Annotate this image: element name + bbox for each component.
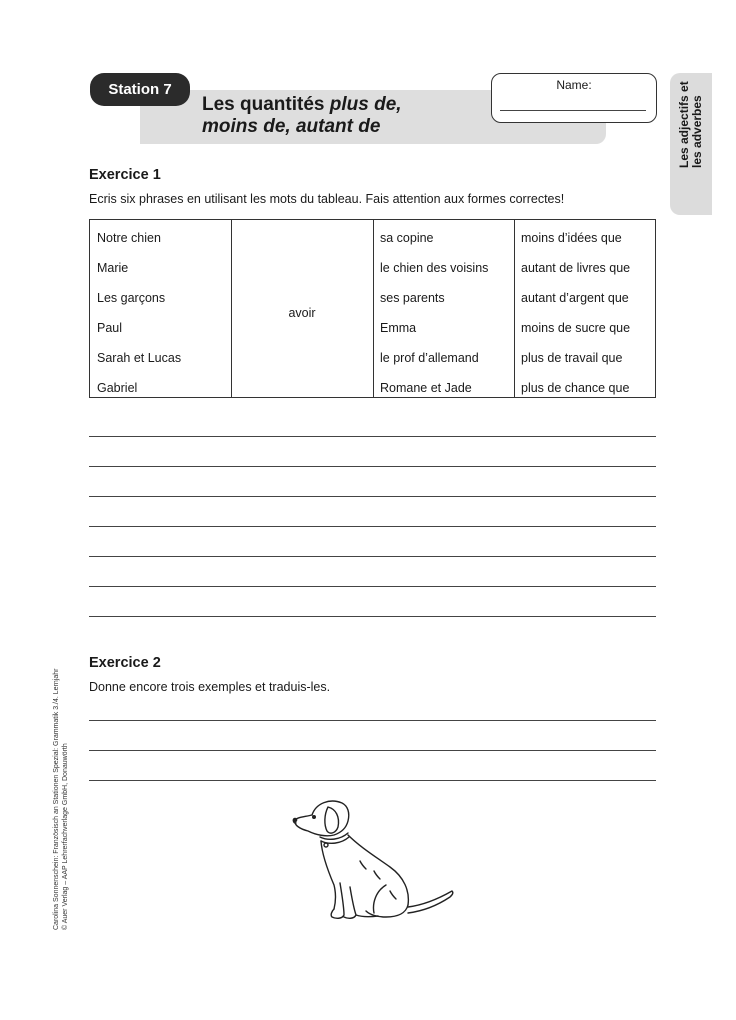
subject-cell: Gabriel <box>97 381 138 395</box>
writing-line[interactable] <box>89 720 656 721</box>
subject-cell: Les garçons <box>97 291 166 305</box>
exercise-2-heading: Exercice 2 <box>89 655 161 671</box>
exercise-1-heading: Exercice 1 <box>89 167 161 183</box>
table-divider <box>514 220 515 397</box>
object-cell: sa copine <box>380 231 434 245</box>
side-tab-line-2: les adverbes <box>690 95 704 168</box>
subject-cell: Sarah et Lucas <box>97 351 182 365</box>
quantity-cell: autant d’argent que <box>521 291 629 305</box>
title-normal: Les quantités <box>202 94 330 115</box>
table-divider <box>373 220 374 397</box>
credit-line-2: © Auer Verlag – AAP Lehrerfachverlage GmbH, Donauwörth <box>62 743 69 930</box>
object-cell: le prof d’allemand <box>380 351 479 365</box>
writing-line[interactable] <box>89 780 656 781</box>
writing-line[interactable] <box>89 616 656 617</box>
subject-cell: Notre chien <box>97 231 161 245</box>
exercise-2-instruction: Donne encore trois exemples et traduis-les. <box>89 680 331 694</box>
name-box <box>491 73 657 123</box>
quantity-cell: moins de sucre que <box>521 321 631 335</box>
station-badge: Station 7 <box>90 73 190 106</box>
quantity-cell: plus de travail que <box>521 351 623 365</box>
object-cell: ses parents <box>380 291 445 305</box>
exercise-1-instruction: Ecris six phrases en utilisant les mots du tableau. Fais attention aux formes correctes! <box>89 192 565 206</box>
side-tab-label <box>677 81 704 168</box>
object-cell: Romane et Jade <box>380 381 472 395</box>
writing-line[interactable] <box>89 556 656 557</box>
copyright-credit <box>52 630 70 930</box>
title-italic-2: moins de, autant de <box>202 116 381 137</box>
quantity-cell: plus de chance que <box>521 381 630 395</box>
writing-line[interactable] <box>89 586 656 587</box>
writing-line[interactable] <box>89 436 656 437</box>
quantity-cell: autant de livres que <box>521 261 631 275</box>
writing-line[interactable] <box>89 750 656 751</box>
title-italic-1: plus de, <box>329 94 402 115</box>
writing-line[interactable] <box>89 526 656 527</box>
name-label: Name: <box>556 78 592 92</box>
quantity-cell: moins d’idées que <box>521 231 622 245</box>
page-title <box>202 94 402 138</box>
object-cell: Emma <box>380 321 417 335</box>
name-field[interactable] <box>500 110 646 111</box>
writing-line[interactable] <box>89 496 656 497</box>
dog-illustration <box>290 795 460 925</box>
side-tab-line-1: Les adjectifs et <box>677 81 691 168</box>
credit-line-1: Carolina Sonnenschein: Französisch an Stationen Spezial: Grammatik 3./4. Lernjahr <box>53 668 60 930</box>
writing-line[interactable] <box>89 466 656 467</box>
verb-cell: avoir <box>288 306 316 320</box>
subject-cell: Paul <box>97 321 123 335</box>
object-cell: le chien des voisins <box>380 261 489 275</box>
word-table <box>89 219 656 398</box>
subject-cell: Marie <box>97 261 129 275</box>
